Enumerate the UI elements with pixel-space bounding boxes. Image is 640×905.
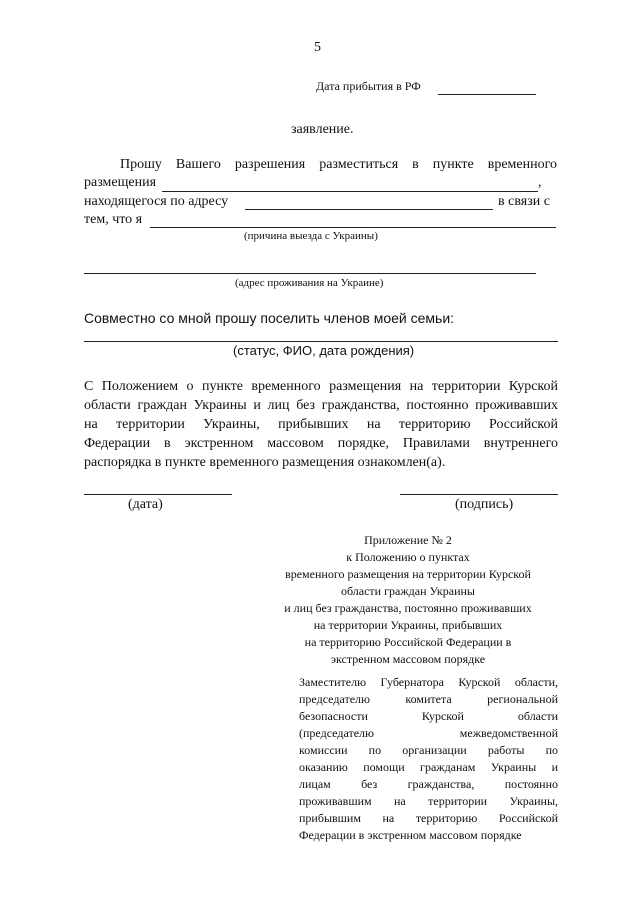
appendix-line-6: на территории Украины, прибывших <box>313 618 503 632</box>
request-line-2-suffix: , <box>538 175 542 190</box>
family-text: Совместно со мной прошу поселить членов моей семьи: <box>84 310 455 326</box>
date-line <box>84 494 232 495</box>
arrival-date-line <box>438 94 536 95</box>
family-caption: (статус, ФИО, дата рождения) <box>233 343 415 358</box>
appendix-line-2: к Положению о пунктах <box>346 550 470 564</box>
addressee-line-8: проживавшим на территории Украины, <box>299 794 558 808</box>
addressee-line-9: прибывшим на территорию Российской <box>299 811 558 825</box>
appendix-line-1: Приложение № 2 <box>364 533 452 547</box>
reason-caption: (причина выезда с Украины) <box>244 230 378 242</box>
ack-line-4: Федерации в экстренном массовом порядке, Правилами внутреннего <box>84 436 558 451</box>
request-line-3-prefix: находящегося по адресу <box>84 194 229 209</box>
appendix-line-4: области граждан Украины <box>340 584 475 598</box>
ack-line-2: области граждан Украины и лиц без гражданства, постоянно проживавших <box>84 398 558 413</box>
ack-line-5: распорядка в пункте временного размещения ознакомлен(а). <box>84 455 446 470</box>
addressee-line-4: (председателю межведомственной <box>299 726 558 740</box>
ukraine-address-caption: (адрес проживания на Украине) <box>235 277 384 289</box>
appendix-line-7: на территорию Российской Федерации в <box>304 635 512 649</box>
address-line <box>245 209 493 210</box>
appendix-line-5: и лиц без гражданства, постоянно проживавших <box>284 601 532 615</box>
appendix-line-8: экстренном массовом порядке <box>330 652 486 666</box>
ack-line-1: С Положением о пункте временного размещения на территории Курской <box>84 379 558 394</box>
addressee-line-1: Заместителю Губернатора Курской области, <box>299 675 558 689</box>
ukraine-address-line <box>84 273 536 274</box>
addressee-line-7: лицам без гражданства, постоянно <box>299 777 558 791</box>
reason-line <box>150 227 556 228</box>
addressee-line-10: Федерации в экстренном массовом порядке <box>299 828 522 842</box>
document-title: заявление. <box>291 122 354 137</box>
request-line-2-prefix: размещения <box>84 175 157 190</box>
addressee-line-6: оказанию помощи гражданам Украины и <box>299 760 558 774</box>
request-line-4-prefix: тем, что я <box>84 212 143 227</box>
addressee-line-2: председателю комитета региональной <box>299 692 558 706</box>
signature-caption: (подпись) <box>455 497 514 512</box>
arrival-date-label: Дата прибытия в РФ <box>316 79 421 93</box>
addressee-line-3: безопасности Курской области <box>299 709 558 723</box>
appendix-line-3: временного размещения на территории Курской <box>285 567 531 581</box>
request-line-1: Прошу Вашего разрешения разместиться в пункте временного <box>120 157 557 172</box>
family-line <box>84 341 558 342</box>
date-caption: (дата) <box>128 497 163 512</box>
request-line-3-suffix: в связи с <box>498 194 550 209</box>
addressee-line-5: комиссии по организации работы по <box>299 743 558 757</box>
ack-line-3: на территории Украины, прибывших на территорию Российской <box>84 417 558 432</box>
page-number: 5 <box>314 40 321 55</box>
signature-line <box>400 494 558 495</box>
placement-point-line <box>162 191 538 192</box>
